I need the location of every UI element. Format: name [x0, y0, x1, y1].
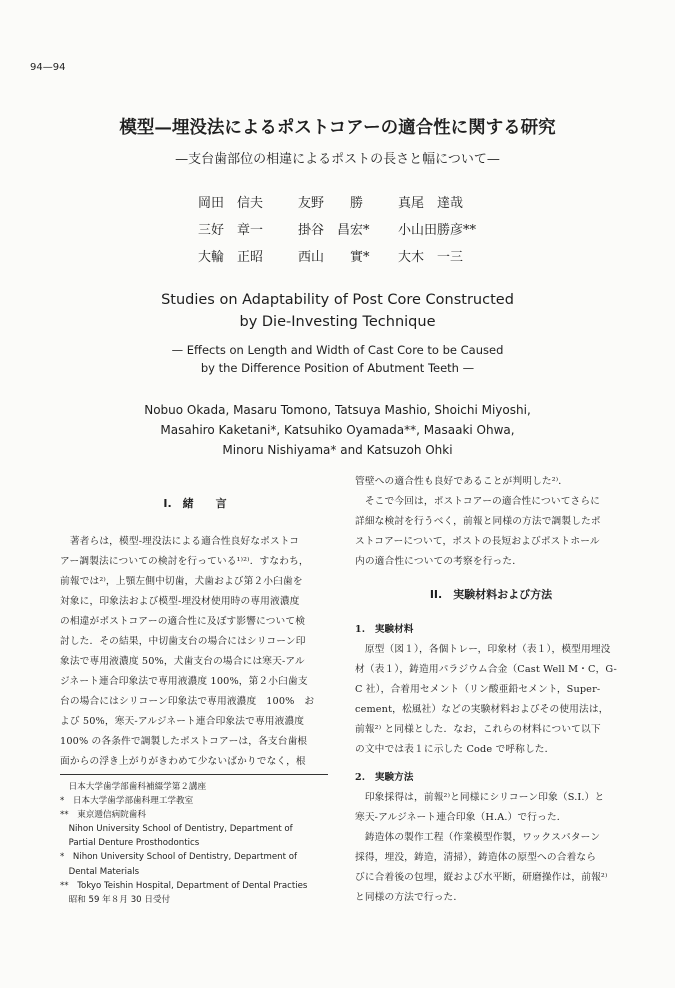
subtitle-english	[0, 341, 675, 377]
text-line: 詳細な検討を行うべく，前報と同様の方法で調製したポ	[355, 516, 601, 527]
materials-section	[355, 620, 627, 760]
authors-jp-row-2	[198, 219, 476, 238]
text-line: ストコアーについて，ポストの長短およびポストホール	[355, 536, 600, 547]
text-line: そこで今回は，ポストコアーの適合性についてさらに	[355, 496, 601, 507]
footnote-line: Nihon University School of Dentistry, Department of	[60, 824, 293, 835]
subtitle-japanese: —支台歯部位の相違によるポストの長さと幅について—	[175, 152, 500, 167]
text-line: の相違がポストコアーの適合性に及ぼす影響について検	[60, 616, 306, 627]
authors-jp-row-1	[198, 192, 463, 211]
author-jp: 掛谷 昌宏*	[298, 223, 370, 238]
authors-english-line: Nobuo Okada, Masaru Tomono, Tatsuya Mashio, Shoichi Miyoshi,	[144, 403, 531, 417]
text-line: 前報²⁾ と同様とした．なお，これらの材料について以下	[355, 724, 601, 735]
text-line: 印象採得は，前報²⁾と同様にシリコーン印象（S.I.）と	[355, 792, 605, 803]
text-line: 寒天-アルジネート連合印象（H.A.）で行った．	[355, 812, 567, 823]
text-line: 内の適合性についての考察を行った．	[355, 556, 523, 567]
text-line: の文中では表１に示した Code で呼称した．	[355, 744, 555, 755]
title-japanese: 模型—埋没法によるポストコアーの適合性に関する研究	[119, 118, 556, 138]
footnote-line: Partial Denture Prosthodontics	[60, 838, 200, 849]
title-english-line: by Die-Investing Technique	[239, 314, 436, 330]
author-jp: 大木 一三	[398, 250, 464, 265]
subsection-heading-methods: 2. 実験方法	[355, 772, 414, 783]
author-jp: 大輪 正昭	[198, 250, 264, 265]
footnote-line: * 日本大学歯学部歯科理工学教室	[60, 796, 194, 807]
text-line: 対象に，印象法および模型-埋没材使用時の専用液濃度	[60, 596, 300, 607]
footnote-line: ** 東京逓信病院歯科	[60, 810, 146, 821]
footnote-line: ** Tokyo Teishin Hospital, Department of Dental Practies	[60, 880, 308, 891]
text-line: 象法で専用液濃度 50%，犬歯支台の場合には寒天-アル	[60, 656, 305, 667]
footnote-line: Dental Materials	[60, 866, 140, 877]
footnotes	[60, 780, 335, 907]
subtitle-english-line: — Effects on Length and Width of Cast Core to be Caused	[171, 343, 504, 357]
text-line: 討した．その結果，中切歯支台の場合にはシリコーン印	[60, 636, 306, 647]
text-line: アー調製法についての検討を行っている¹⁾²⁾．すなわち，	[60, 556, 309, 567]
author-jp: 真尾 達哉	[398, 196, 464, 211]
subtitle-english-line: by the Difference Position of Abutment Teeth —	[200, 361, 475, 375]
text-line: 100% の各条件で調製したポストコアーは，各支台歯根	[60, 736, 308, 747]
authors-jp-row-3	[198, 246, 463, 265]
text-line: 著者らは，模型-埋没法による適合性良好なポストコ	[60, 536, 300, 547]
authors-english	[0, 400, 675, 460]
text-line: ジネート連合印象法で専用液濃度 100%，第２小臼歯支	[60, 676, 308, 687]
author-jp: 三好 章一	[198, 223, 264, 238]
section-heading-introduction: I. 緒 言	[163, 497, 227, 510]
author-jp: 小山田勝彦**	[398, 223, 477, 238]
authors-english-line: Masahiro Kaketani*, Katsuhiko Oyamada**, Masaaki Ohwa,	[160, 423, 515, 437]
footnote-divider	[60, 774, 328, 775]
text-line: 原型（図１），各個トレー，印象材（表１），模型用埋没	[355, 644, 611, 655]
text-line: cement，松風社）などの実験材料およびその使用法は，	[355, 704, 609, 715]
text-line: 台の場合にはシリコーン印象法で専用液濃度 100% お	[60, 696, 315, 707]
methods-section	[355, 768, 627, 908]
text-line: びに合着後の包埋，縦および水平断，研磨操作は，前報²⁾	[355, 872, 608, 883]
author-jp: 岡田 信夫	[198, 196, 264, 211]
authors-english-line: Minoru Nishiyama* and Katsuzoh Ohki	[222, 443, 453, 457]
text-line: 管壁への適合性も良好であることが判明した²⁾．	[355, 476, 569, 487]
author-jp: 西山 實*	[298, 250, 370, 265]
author-jp: 友野 勝	[298, 196, 364, 211]
page-number: 94—94	[30, 62, 66, 73]
text-line: 面からの浮き上がりがきわめて少ないばかりでなく，根	[60, 756, 306, 767]
footnote-line: 昭和 59 年８月 30 日受付	[60, 894, 171, 905]
text-line: 前報では²⁾，上顎左側中切歯，犬歯および第２小臼歯を	[60, 576, 303, 587]
text-line: 鋳造体の製作工程（作業模型作製，ワックスパターン	[355, 832, 601, 843]
text-line: 採得，埋没，鋳造，清掃），鋳造体の原型への合着なら	[355, 852, 597, 863]
text-line: C 社），合着用セメント（リン酸亜鉛セメント，Super-	[355, 684, 601, 695]
section-heading-materials-methods: II. 実験材料および方法	[429, 588, 553, 601]
footnote-line: * Nihon University School of Dentistry, Department of	[60, 852, 298, 863]
title-english	[0, 289, 675, 333]
title-english-line: Studies on Adaptability of Post Core Constructed	[161, 292, 514, 308]
text-line: と同様の方法で行った．	[355, 892, 464, 903]
text-line: 材（表１），鋳造用パラジウム合金（Cast Well M・C，G-	[355, 664, 617, 675]
footnote-line: 日本大学歯学部歯科補綴学第２講座	[60, 782, 207, 792]
text-line: よび 50%，寒天-アルジネート連合印象法で専用液濃度	[60, 716, 305, 727]
subsection-heading-materials: 1. 実験材料	[355, 624, 414, 635]
introduction-text	[60, 532, 330, 772]
continued-text	[355, 472, 627, 572]
